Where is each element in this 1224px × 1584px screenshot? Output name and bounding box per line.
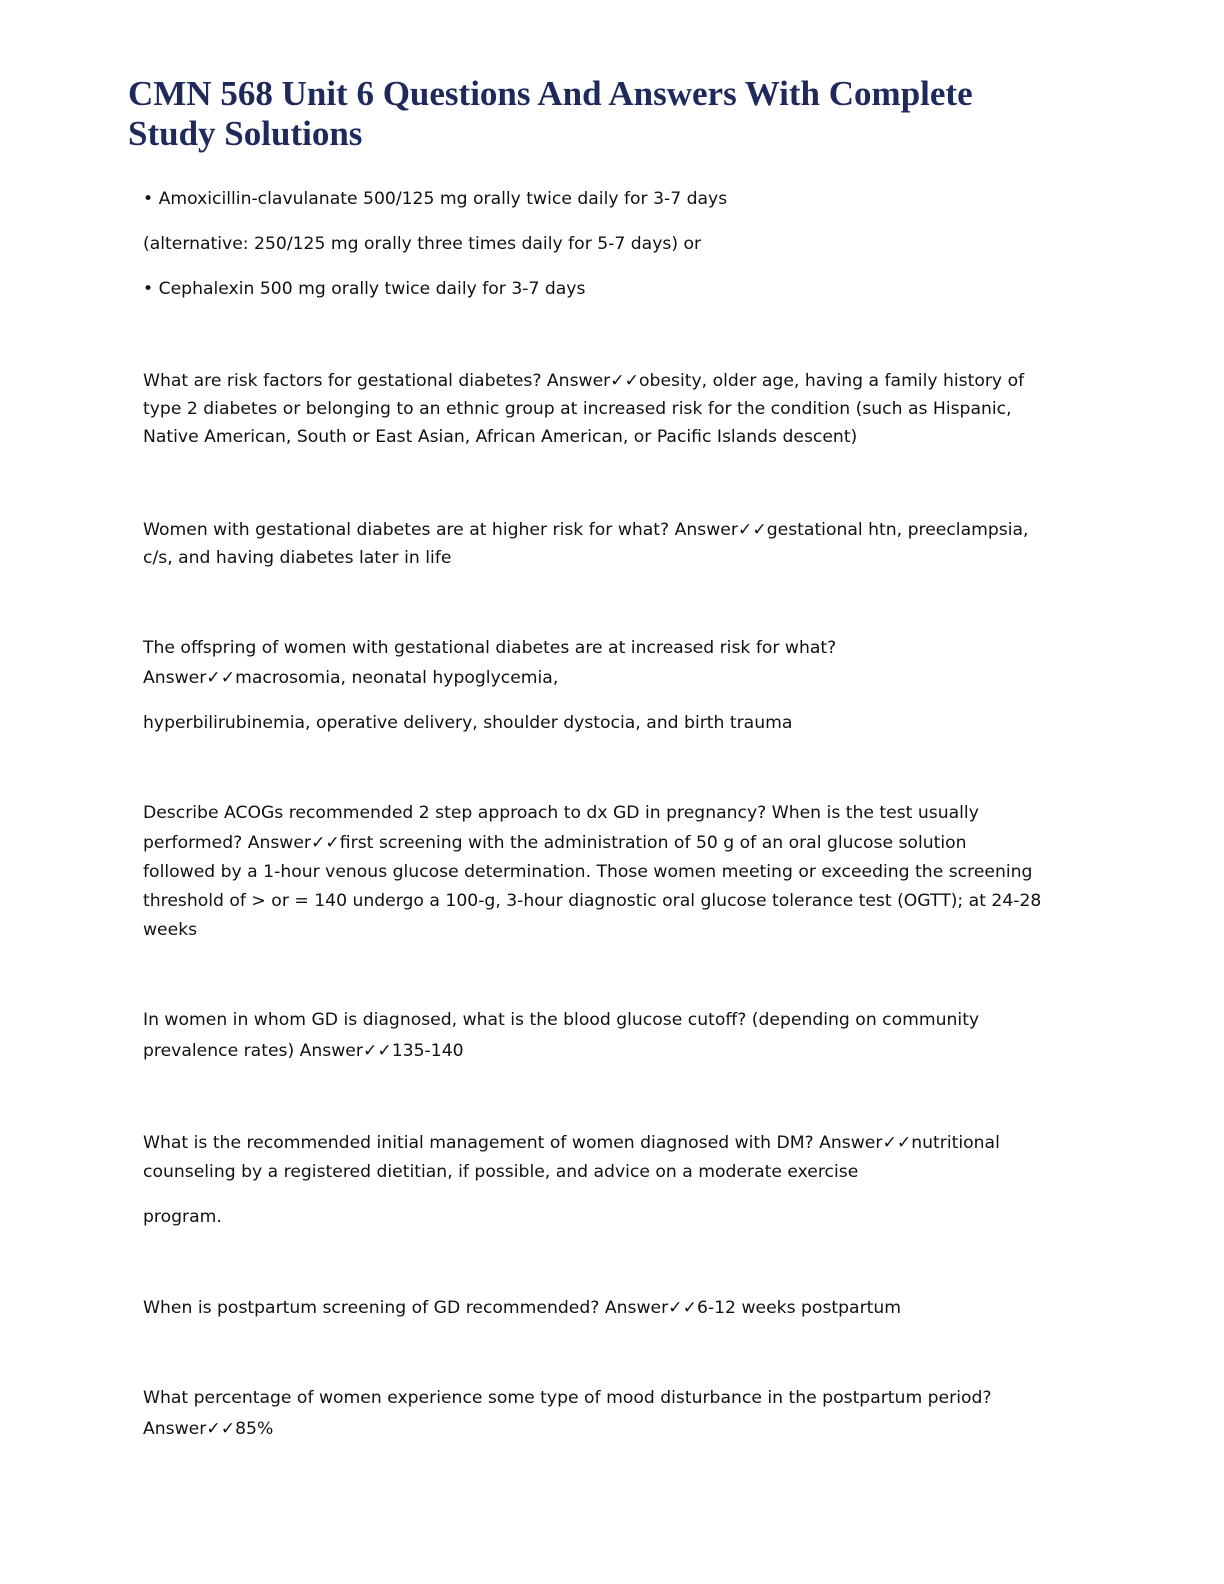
qa-line: What is the recommended initial management of women diagnosed with DM? Answer✓✓nutritional — [143, 1133, 1000, 1153]
qa-line: type 2 diabetes or belonging to an ethnic group at increased risk for the condition (such as Hispanic, — [143, 399, 1012, 419]
qa-line: program. — [143, 1207, 222, 1227]
qa-line: What percentage of women experience some type of mood disturbance in the postpartum period? — [143, 1388, 992, 1408]
qa-line: prevalence rates) Answer✓✓135-140 — [143, 1041, 464, 1061]
qa-line: Describe ACOGs recommended 2 step approach to dx GD in pregnancy? When is the test usually — [143, 803, 979, 823]
qa-line: Answer✓✓85% — [143, 1419, 274, 1439]
qa-line: hyperbilirubinemia, operative delivery, shoulder dystocia, and birth trauma — [143, 713, 793, 733]
qa-line: Native American, South or East Asian, African American, or Pacific Islands descent) — [143, 427, 858, 447]
treatment-line-2: (alternative: 250/125 mg orally three times daily for 5-7 days) or — [143, 234, 702, 254]
treatment-line-1: • Amoxicillin-clavulanate 500/125 mg orally twice daily for 3-7 days — [143, 189, 728, 209]
qa-line: c/s, and having diabetes later in life — [143, 548, 452, 568]
qa-line: When is postpartum screening of GD recommended? Answer✓✓6-12 weeks postpartum — [143, 1298, 902, 1318]
qa-line: The offspring of women with gestational diabetes are at increased risk for what? — [143, 638, 837, 658]
qa-line: Answer✓✓macrosomia, neonatal hypoglycemia, — [143, 668, 559, 688]
qa-line: Women with gestational diabetes are at higher risk for what? Answer✓✓gestational htn, preeclampsia, — [143, 520, 1029, 540]
qa-line: followed by a 1-hour venous glucose determination. Those women meeting or exceeding the screening — [143, 862, 1033, 882]
qa-line: In women in whom GD is diagnosed, what is the blood glucose cutoff? (depending on community — [143, 1010, 980, 1030]
qa-line: counseling by a registered dietitian, if possible, and advice on a moderate exercise — [143, 1162, 859, 1182]
qa-line: performed? Answer✓✓first screening with the administration of 50 g of an oral glucose solution — [143, 833, 967, 853]
document-title — [128, 74, 1128, 154]
qa-line: threshold of > or = 140 undergo a 100-g, 3-hour diagnostic oral glucose tolerance test (OGTT); at 24-28 — [143, 891, 1042, 911]
treatment-line-3: • Cephalexin 500 mg orally twice daily for 3-7 days — [143, 279, 586, 299]
title-line-1: CMN 568 Unit 6 Questions And Answers With Complete — [128, 74, 973, 113]
qa-line: weeks — [143, 920, 198, 940]
qa-line: What are risk factors for gestational diabetes? Answer✓✓obesity, older age, having a family history of — [143, 371, 1025, 391]
title-line-2: Study Solutions — [128, 114, 363, 153]
